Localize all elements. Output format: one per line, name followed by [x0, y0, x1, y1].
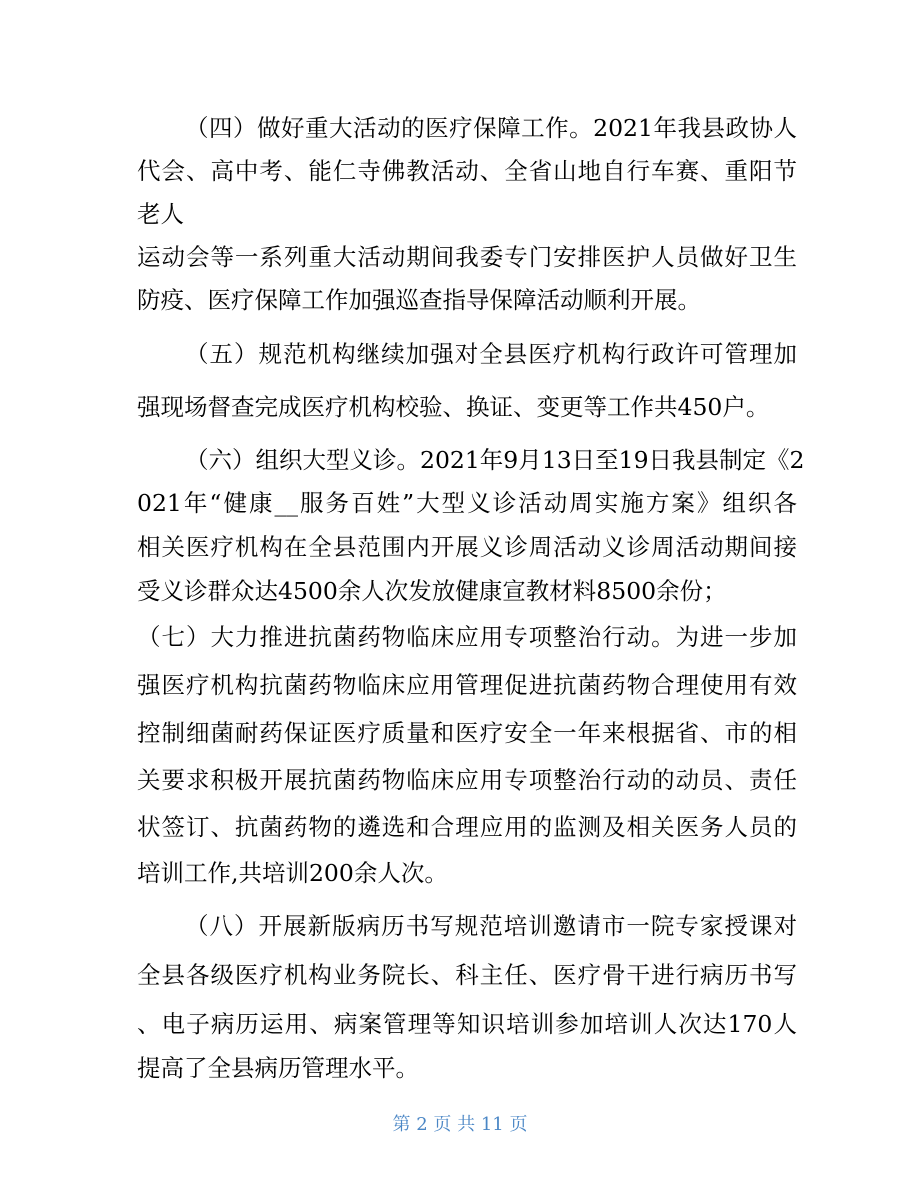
text-line: （五）规范机构继续加强对全县医疗机构行政许可管理加	[185, 340, 797, 368]
text-line: 状签订、抗菌药物的遴选和合理应用的监测及相关医务人员的	[137, 813, 797, 841]
page-number-footer: 第 2 页 共 11 页	[392, 1114, 528, 1135]
text-line: 关要求积极开展抗菌药物临床应用专项整治行动的动员、责任	[137, 766, 797, 794]
text-line: 强现场督查完成医疗机构校验、换证、变更等工作共450户。	[137, 393, 770, 421]
text-line: （七）大力推进抗菌药物临床应用专项整治行动。为进一步加	[137, 623, 797, 651]
text-line: 老人	[137, 200, 184, 228]
text-line: 防疫、医疗保障工作加强巡查指导保障活动顺利开展。	[137, 286, 701, 314]
text-line: 代会、高中考、能仁寺佛教活动、全省山地自行车赛、重阳节	[137, 157, 797, 185]
text-line: （四）做好重大活动的医疗保障工作。2021年我县政协人	[185, 114, 797, 142]
text-line: （六）组织大型义诊。2021年9月13日至19日我县制定《2	[185, 446, 805, 474]
text-line: 相关医疗机构在全县范围内开展义诊周活动义诊周活动期间接	[137, 533, 797, 561]
text-line: 受义诊群众达4500余人次发放健康宣教材料8500余份；	[137, 577, 727, 605]
text-line: 、电子病历运用、病案管理等知识培训参加培训人次达170人	[137, 1010, 797, 1038]
text-line: 021年“健康__服务百姓”大型义诊活动周实施方案》组织各	[137, 489, 797, 517]
text-line: 运动会等一系列重大活动期间我委专门安排医护人员做好卫生	[137, 243, 797, 271]
text-line: 强医疗机构抗菌药物临床应用管理促进抗菌药物合理使用有效	[137, 671, 797, 699]
text-line: 提高了全县病历管理水平。	[137, 1054, 419, 1082]
text-line: 控制细菌耐药保证医疗质量和医疗安全一年来根据省、市的相	[137, 719, 797, 747]
text-line: 全县各级医疗机构业务院长、科主任、医疗骨干进行病历书写	[137, 961, 797, 989]
text-line: 培训工作,共培训200余人次。	[137, 859, 448, 887]
text-line: （八）开展新版病历书写规范培训邀请市一院专家授课对	[185, 912, 797, 940]
